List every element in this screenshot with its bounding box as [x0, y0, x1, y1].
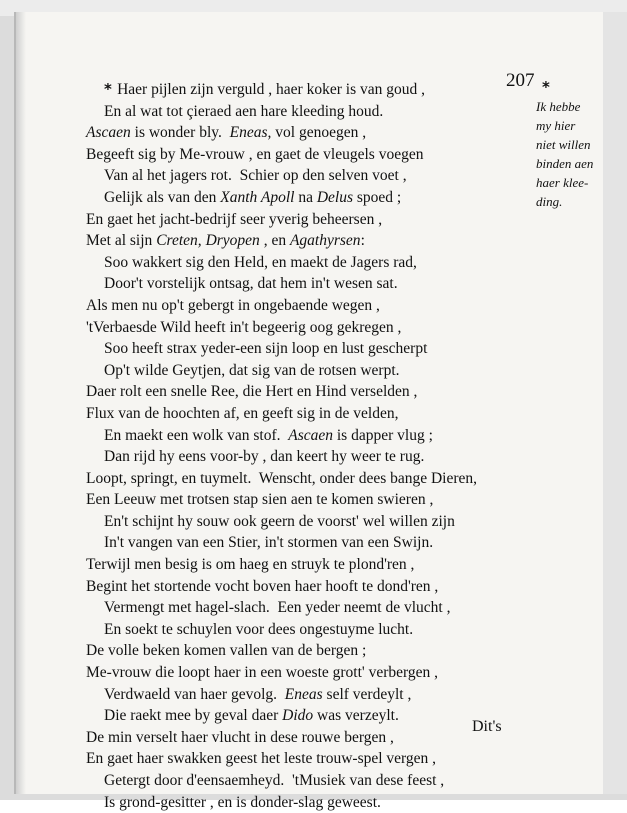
poem-text	[86, 79, 477, 813]
line-text: spoed ;	[353, 188, 402, 206]
poem-line	[86, 360, 477, 382]
line-text: is dapper vlug ;	[333, 426, 433, 444]
line-text: Verdwaeld van haer gevolg.	[104, 685, 285, 703]
poem-line	[86, 381, 477, 403]
line-text: Van al het jagers rot. Schier op den selven voet ,	[104, 167, 407, 185]
margin-note-lines	[536, 97, 593, 211]
italic-name: Xanth Apoll	[220, 188, 295, 206]
italic-name: Delus	[316, 188, 353, 206]
line-text: Gelijk als van den	[104, 188, 221, 206]
poem-line	[86, 403, 477, 425]
line-text: Flux van de hoochten af, en geeft sig in de velden,	[86, 404, 399, 422]
poem-line	[86, 640, 477, 662]
line-text: In't vangen van een Stier, in't stormen van een Swijn.	[104, 534, 434, 552]
italic-name: Agathyrsen	[289, 232, 361, 250]
poem-line	[86, 619, 477, 641]
poem-line	[86, 209, 477, 231]
page-gutter-shadow	[16, 12, 26, 794]
line-text: self verdeylt ,	[322, 685, 412, 703]
line-text: De volle beken komen vallen van de bergen ;	[86, 642, 367, 660]
poem-line	[86, 770, 477, 792]
poem-line	[86, 511, 477, 533]
line-text: Dan rijd hy eens voor-by , dan keert hy weer te rug.	[104, 448, 425, 466]
line-text: En gaet haer swakken geest het leste trouw-spel vergen ,	[86, 750, 437, 768]
poem-line	[86, 727, 477, 749]
poem-line	[86, 554, 477, 576]
line-text: En gaet het jacht-bedrijf seer yverig beheersen ,	[86, 210, 383, 228]
poem-line	[86, 425, 477, 447]
line-text: Getergt door d'eensaemheyd. 'tMusiek van dese feest ,	[104, 772, 445, 789]
poem-line	[86, 165, 477, 187]
line-text: was verzeylt.	[313, 707, 399, 725]
line-text: Die raekt mee by geval daer	[104, 707, 283, 725]
line-text: En maekt een wolk van stof.	[104, 426, 289, 444]
poem-line	[86, 597, 477, 619]
page-right-edge	[603, 12, 627, 794]
poem-line	[86, 684, 477, 706]
line-text: Me-vrouw die loopt haer in een woeste grott' verbergen ,	[86, 664, 439, 682]
margin-note-line: my hier	[536, 118, 576, 133]
page-number: 207	[506, 70, 535, 91]
italic-name: Ascaen	[86, 124, 131, 142]
catchword: Dit's	[472, 718, 502, 735]
poem-line	[86, 705, 477, 727]
line-text: De min verselt haer vlucht in dese rouwe bergen ,	[86, 728, 394, 746]
italic-name: Eneas	[284, 685, 323, 703]
line-text: Als men nu op't gebergt in ongebaende wegen ,	[86, 296, 380, 314]
margin-note-marker: *	[542, 78, 550, 96]
poem-line	[86, 532, 477, 554]
line-text: Begint het stortende vocht boven haer hooft te dond'ren ,	[86, 577, 439, 595]
margin-note-line: niet willen	[536, 137, 591, 152]
italic-name: Eneas,	[229, 124, 272, 142]
poem-line	[86, 144, 477, 166]
line-text: Soo heeft strax yeder-een sijn loop en lust gescherpt	[104, 340, 428, 358]
poem-line	[86, 79, 477, 101]
line-text: En soekt te schuylen voor dees ongestuyme lucht.	[104, 620, 414, 638]
poem-line	[86, 122, 477, 144]
poem-line	[86, 273, 477, 295]
poem-line	[86, 748, 477, 770]
margin-note-line: ding.	[536, 194, 563, 209]
poem-line	[86, 446, 477, 468]
line-text: , en	[259, 232, 290, 250]
italic-name: Creten,	[156, 232, 202, 250]
poem-line	[86, 468, 477, 490]
poem-line	[86, 338, 477, 360]
line-text: En al wat tot çieraed aen hare kleeding houd.	[104, 102, 384, 120]
margin-note-line: binden aen	[536, 156, 594, 171]
line-text: 'tVerbaesde Wild heeft in't begeerig oog gekregen ,	[86, 318, 402, 336]
poem-line	[86, 792, 477, 813]
poem-line	[86, 576, 477, 598]
poem-line	[86, 101, 477, 123]
line-text: Loopt, springt, en tuymelt. Wenscht, onder dees bange Dieren,	[86, 469, 478, 487]
margin-note	[536, 78, 593, 211]
line-text: Terwijl men besig is om haeg en struyk te plond'ren ,	[86, 556, 415, 574]
italic-name: Ascaen	[288, 426, 333, 444]
italic-name: Dido	[282, 707, 314, 725]
line-text: Vermengt met hagel-slach. Een yeder neemt de vlucht ,	[104, 599, 451, 617]
poem-line	[86, 489, 477, 511]
line-text: Op't wilde Geytjen, dat sig van de rotsen werpt.	[104, 361, 400, 379]
line-text: Door't vorstelijk ontsag, dat hem in't wesen sat.	[104, 275, 398, 293]
line-text: vol genoegen ,	[271, 124, 367, 142]
line-text: Met al sijn	[86, 232, 157, 250]
margin-note-line: haer klee-	[536, 175, 589, 190]
line-text: En't schijnt hy souw ook geern de voorst' wel willen zijn	[104, 512, 455, 530]
footnote-marker: *	[104, 80, 118, 98]
line-text: Soo wakkert sig den Held, en maekt de Jagers rad,	[104, 253, 417, 271]
line-text: na	[294, 188, 317, 206]
poem-line	[86, 317, 477, 339]
line-text: is wonder bly.	[130, 124, 230, 142]
italic-name: Dryopen	[205, 232, 260, 250]
line-text: Is grond-gesitter , en is donder-slag geweest.	[104, 793, 381, 811]
line-text: Haer pijlen zijn verguld , haer koker is van goud ,	[117, 81, 425, 98]
line-text: Begeeft sig by Me-vrouw , en gaet de vleugels voegen	[86, 145, 424, 163]
poem-line	[86, 187, 477, 209]
line-text: Daer rolt een snelle Ree, die Hert en Hind verselden ,	[86, 383, 418, 401]
poem-line	[86, 295, 477, 317]
line-text: :	[360, 232, 365, 250]
line-text: Een Leeuw met trotsen stap sien aen te komen swieren ,	[86, 491, 434, 509]
margin-note-line: Ik hebbe	[536, 99, 581, 114]
poem-line	[86, 252, 477, 274]
poem-line	[86, 230, 477, 252]
poem-line	[86, 662, 477, 684]
